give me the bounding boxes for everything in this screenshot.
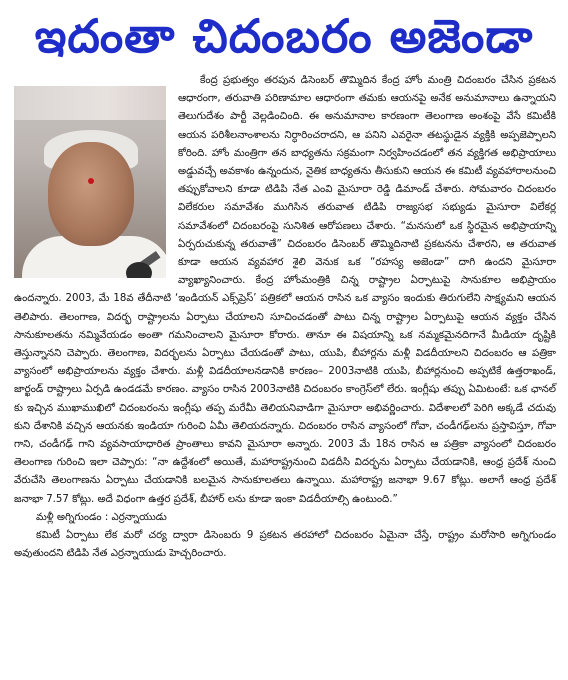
article-body [14, 72, 556, 563]
article-paragraph: కేంద్ర ప్రభుత్వం తరపున డిసెంబర్ తొమ్మిదిన కేంద్ర హోం మంత్రి చిదంబరం చేసిన ప్రకటన ఆధారంగా, తరువాతి పరిణామాల ఆధారంగా తమకు ఆయనపై అనేక అనుమానాలు ఉన్నాయని తెలుగుదేశం పార్టీ వెల్లడించింది. ఈ అనుమానాల కారణంగా తెలంగాణ అంశంపై వేసే కమిటీకి ఆయన పరిశీలనాంశాలను నిర్ధారించరాదని, ఆ పనిని ఎవరైనా తటస్థుడైన వ్యక్తికి అప్పజెప్పాలని కోరింది. హోం మంత్రిగా తన బాధ్యతను సక్రమంగా నిర్వహించడంలో తన వ్యక్తిగత అభిప్రాయాలు అడ్డువచ్చే అవకాశం ఉన్నందున, నైతిక బాధ్యతను తీసుకుని ఆయన ఈ కమిటీ వ్యవహారాలనుంచి తప్పుకోవాలని కూడా టిడిపి నేత ఎంవి మైసూరా రెడ్డి డిమాండ్ చేశారు. సోమవారం చిదంబరం విలేకరుల సమావేశం ముగిసిన తరువాత టిడిపి రాజ్యసభ సభ్యుడు మైసూరా విలేకర్ల సమావేశంలో చిదంబరంపై సునిశిత ఆరోపణలు చేశారు. “మనసులో ఒక స్థిరమైన అభిప్రాయాన్ని ఏర్పరుచుకున్న తరువాతే” చిదంబరం డిసెంబర్ తొమ్మిదినాటి ప్రకటనను చేశారని, ఆ తరువాత కూడా ఆయన వ్యవహార శైలి వెనుక ఒక “రహస్య అజెండా” దాగి ఉందని మైసూరా వ్యాఖ్యానించారు. కేంద్ర హోంమంత్రికి చిన్న రాష్ట్రాల ఏర్పాటుపై సానుకూల అభిప్రాయం ఉందన్నారు. 2003, మే 18వ తేదీనాటి ‘ఇండియన్ ఎక్స్‌ప్రెస్’ పత్రికలో ఆయన రాసిన ఒక వ్యాసం ఇందుకు తిరుగులేని సాక్ష్యమని ఆయన తెలిపారు. తెలంగాణ, విదర్భ రాష్ట్రాలను ఏర్పాటు చేయాలని సూచించడంతో పాటు చిన్న రాష్ట్రాల ఏర్పాటుపై ఆయన వ్యక్తం చేసిన సానుకూలతను నమ్మివేయడం అంతా గమనించాలని మైసూరా కోరారు. తానూ ఈ విషయాన్ని ఒక నమ్మకమైనదిగానే మీడియా దృష్టికి తెస్తున్నానని చెప్పారు. తెలంగాణ, విదర్భలను ఏర్పాటు చేయడంతో పాటు, యుపి, బీహార్లను మళ్లీ విడదీయాలని చిదంబరం ఆ పత్రికా వ్యాసంలో అభిప్రాయాలను వ్యక్తం చేశారు. మళ్లీ విడదీయాలనడానికి కారణం– 2003నాటికి యుపి, బీహార్లనుంచి అప్పటికే ఉత్తరాఖండ్, జార్ఖండ్ రాష్ట్రాలు ఏర్పడి ఉండడమే కారణం. వ్యాసం రాసిన 2003నాటికి చిదంబరం కాంగ్రెస్‌లో లేరు. ఇంగ్లీషు తప్పు ఏమిటంటే: ఒక ఛానల్ కు ఇచ్చిన ముఖాముఖిలో చిదంబరంను ఇంగ్లీషు తప్ప మరేమీ తెలియనివాడిగా మైసూరా అభివర్ణించారు. విదేశాలలో పెరిగి అక్కడే చదువు కుని దేశానికి వచ్చిన ఆయనకు ఇండియా గురించి ఏమీ తెలియదన్నారు. చిదంబరం రాసిన వ్యాసంలో గోవా, చండీగఢ్‌లను ప్రస్తావిస్తూ, గోవా గాని, చండీగఢ్ గాని వ్యవసాయాధారిత ప్రాంతాలు కావని మైసూరా అన్నారు. 2003 మే 18న రాసిన ఆ పత్రికా వ్యాసంలో చిదంబరం తెలంగాణ గురించి ఇలా చెప్పారు: “నా ఉద్దేశంలో అయితే, మహారాష్ట్రనుంచి విడదీసి విదర్భను ఏర్పాటు చేయడానికి, ఆంధ్ర ప్రదేశ్ నుంచి వేరుచేసి తెలంగాణను ఏర్పాటు చేయడానికి బలమైన సానుకూలతలు ఉన్నాయి. మహారాష్ట్ర జనాభా 9.67 కోట్లు. అలాగే ఆంధ్ర ప్రదేశ్ జనాభా 7.57 కోట్లు. అదే విధంగా ఉత్తర ప్రదేశ్, బీహార్ లను కూడా ఇంకా విడదీయాల్సి ఉంటుంది.” [14, 75, 556, 505]
closing-paragraph: కమిటీ ఏర్పాటు లేక మరో చర్య ద్వారా డిసెంబరు 9 ప్రకటన తరహాలో చిదంబరం ఏమైనా చేస్తే, రాష్ట్రం మరోసారి అగ్నిగుండం అవుతుందని టిడిపి నేత ఎర్రన్నాయుడు హెచ్చరించారు. [14, 530, 556, 560]
headline: ఇదంతా చిదంబరం అజెండా [34, 9, 534, 63]
subhead: మళ్లీ అగ్నిగుండం : ఎర్రన్నాయుడు [36, 511, 167, 523]
